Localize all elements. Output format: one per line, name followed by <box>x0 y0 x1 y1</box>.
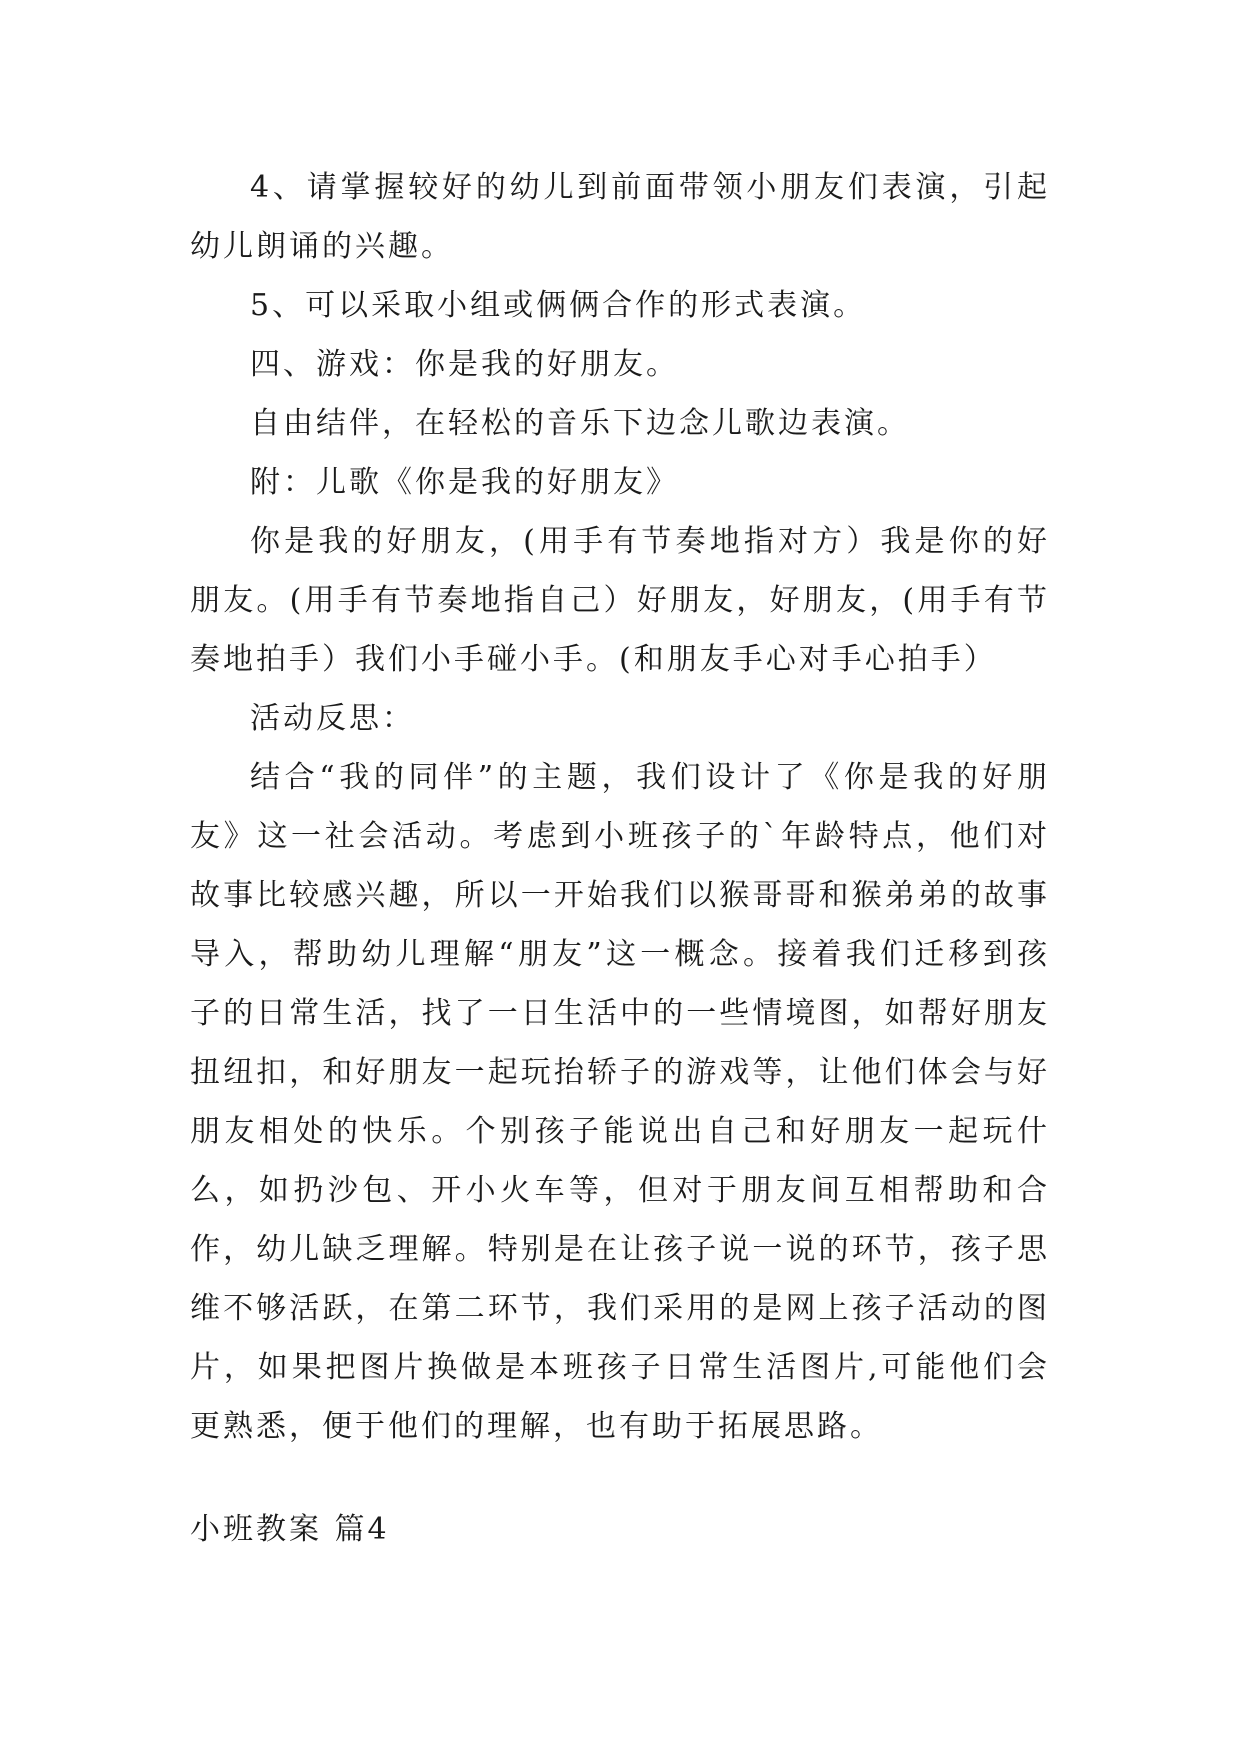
paragraph-reflection-body: 结合“我的同伴”的主题，我们设计了《你是我的好朋友》这一社会活动。考虑到小班孩子的`年龄特点，他们对故事比较感兴趣，所以一开始我们以猴哥哥和猴弟弟的故事导入，帮助幼儿理解“朋友”这一概念。接着我们迁移到孩子的日常生活，找了一日生活中的一些情境图，如帮好朋友扭纽扣，和好朋友一起玩抬轿子的游戏等，让他们体会与好朋友相处的快乐。个别孩子能说出自己和好朋友一起玩什么，如扔沙包、开小火车等，但对于朋友间互相帮助和合作，幼儿缺乏理解。特别是在让孩子说一说的环节，孩子思维不够活跃，在第二环节，我们采用的是网上孩子活动的图片，如果把图片换做是本班孩子日常生活图片,可能他们会更熟悉，便于他们的理解，也有助于拓展思路。 <box>190 760 1050 1444</box>
paragraph-reflection-title: 活动反思： <box>250 701 415 736</box>
paragraph-step-5: 5、可以采取小组或俩俩合作的形式表演。 <box>250 288 867 323</box>
document-body <box>190 158 1050 1456</box>
paragraph-song-title: 附：儿歌《你是我的好朋友》 <box>250 465 679 500</box>
paragraph-game-desc: 自由结伴，在轻松的音乐下边念儿歌边表演。 <box>250 406 910 441</box>
paragraph-step-4: 4、请掌握较好的幼儿到前面带领小朋友们表演，引起幼儿朗诵的兴趣。 <box>190 170 1050 264</box>
paragraph-song-lyrics: 你是我的好朋友，(用手有节奏地指对方）我是你的好朋友。(用手有节奏地指自己）好朋友，好朋友，(用手有节奏地拍手）我们小手碰小手。(和朋友手心对手心拍手） <box>190 524 1050 677</box>
paragraph-game-title: 四、游戏：你是我的好朋友。 <box>250 347 679 382</box>
section-heading: 小班教案 篇4 <box>190 1512 390 1547</box>
